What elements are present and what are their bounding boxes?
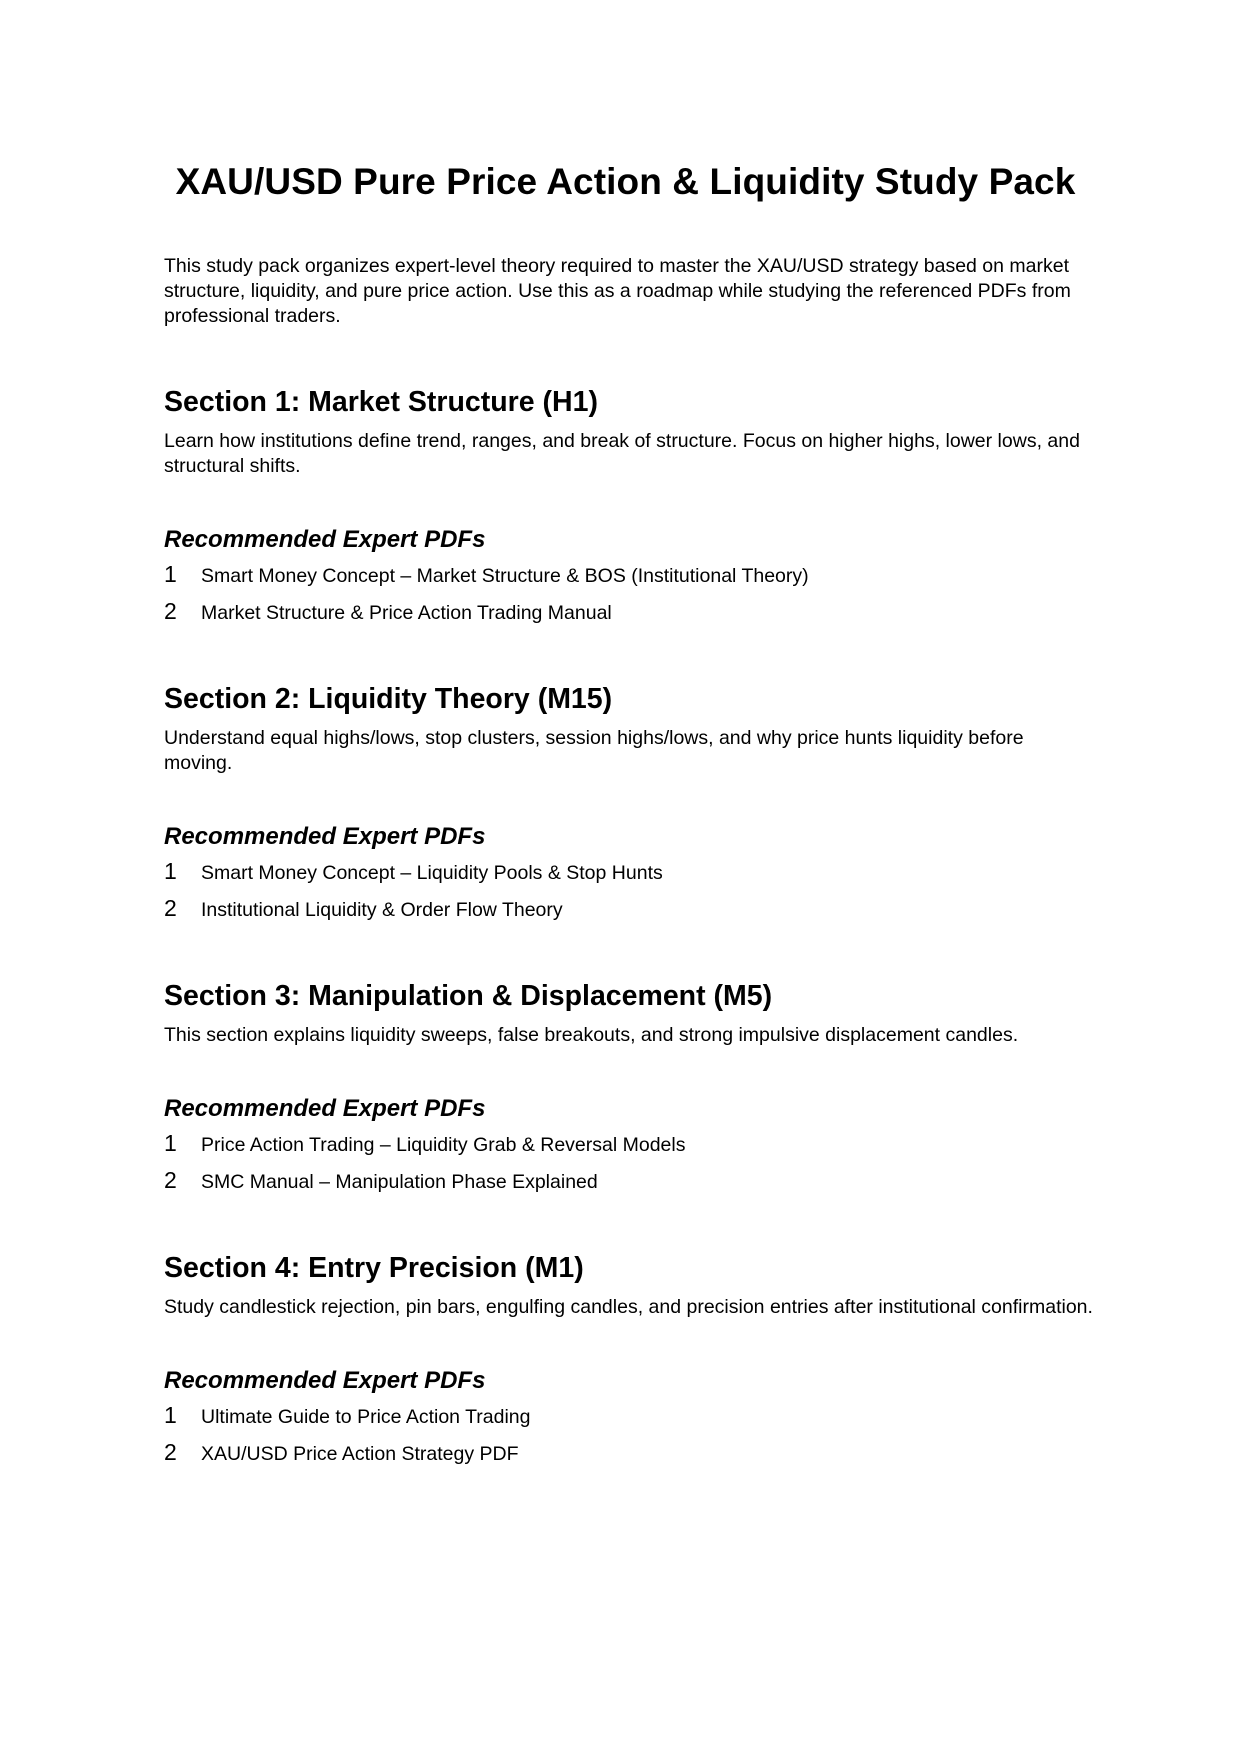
recommended-pdfs-heading: Recommended Expert PDFs [164, 1095, 486, 1122]
intro-paragraph: This study pack organizes expert-level theory required to master the XAU/USD strategy based on market structure, liquidity, and pure price action. Use this as a roadmap while studying the referenced PDFs from professional traders. [164, 255, 1071, 327]
list-item [164, 1402, 1101, 1439]
section-market-structure [164, 385, 1101, 635]
list-item-title: Smart Money Concept – Liquidity Pools & Stop Hunts [201, 862, 663, 884]
section-liquidity-theory [164, 682, 1101, 932]
recommended-pdfs-heading: Recommended Expert PDFs [164, 526, 486, 553]
section-description: Study candlestick rejection, pin bars, engulfing candles, and precision entries after institutional confirmation. [164, 1296, 1093, 1318]
list-item [164, 598, 1101, 635]
list-item-title: Market Structure & Price Action Trading Manual [201, 602, 612, 624]
list-item-number: 2 [164, 598, 177, 624]
list-item-title: Smart Money Concept – Market Structure & BOS (Institutional Theory) [201, 565, 809, 587]
list-item [164, 858, 1101, 895]
list-item-number: 1 [164, 1130, 177, 1156]
section-heading: Section 2: Liquidity Theory (M15) [164, 683, 613, 715]
list-item-number: 2 [164, 1439, 177, 1465]
list-item-number: 2 [164, 1167, 177, 1193]
pdf-list [164, 1402, 1101, 1476]
list-item-title: Institutional Liquidity & Order Flow Theory [201, 899, 563, 921]
section-manipulation-displacement [164, 979, 1101, 1204]
list-item-title: Price Action Trading – Liquidity Grab & Reversal Models [201, 1134, 686, 1156]
list-item-title: XAU/USD Price Action Strategy PDF [201, 1443, 519, 1465]
pdf-list [164, 858, 1101, 932]
list-item-number: 1 [164, 561, 177, 587]
recommended-pdfs-heading: Recommended Expert PDFs [164, 1367, 486, 1394]
section-heading: Section 1: Market Structure (H1) [164, 386, 598, 418]
list-item [164, 1130, 1101, 1167]
section-entry-precision [164, 1251, 1101, 1476]
section-heading: Section 4: Entry Precision (M1) [164, 1252, 584, 1284]
pdf-list [164, 1130, 1101, 1204]
section-description: Understand equal highs/lows, stop clusters, session highs/lows, and why price hunts liquidity before moving. [164, 727, 1024, 774]
list-item [164, 1167, 1101, 1204]
list-item [164, 1439, 1101, 1476]
section-description: Learn how institutions define trend, ranges, and break of structure. Focus on higher highs, lower lows, and structural shifts. [164, 430, 1080, 477]
list-item [164, 895, 1101, 932]
list-item-title: SMC Manual – Manipulation Phase Explained [201, 1171, 598, 1193]
list-item-number: 1 [164, 1402, 177, 1428]
list-item-title: Ultimate Guide to Price Action Trading [201, 1406, 531, 1428]
list-item-number: 1 [164, 858, 177, 884]
recommended-pdfs-heading: Recommended Expert PDFs [164, 823, 486, 850]
list-item-number: 2 [164, 895, 177, 921]
pdf-list [164, 561, 1101, 635]
section-heading: Section 3: Manipulation & Displacement (M5) [164, 980, 773, 1012]
section-description: This section explains liquidity sweeps, false breakouts, and strong impulsive displacement candles. [164, 1024, 1019, 1046]
list-item [164, 561, 1101, 598]
document-title: XAU/USD Pure Price Action & Liquidity Study Pack [175, 161, 1076, 202]
